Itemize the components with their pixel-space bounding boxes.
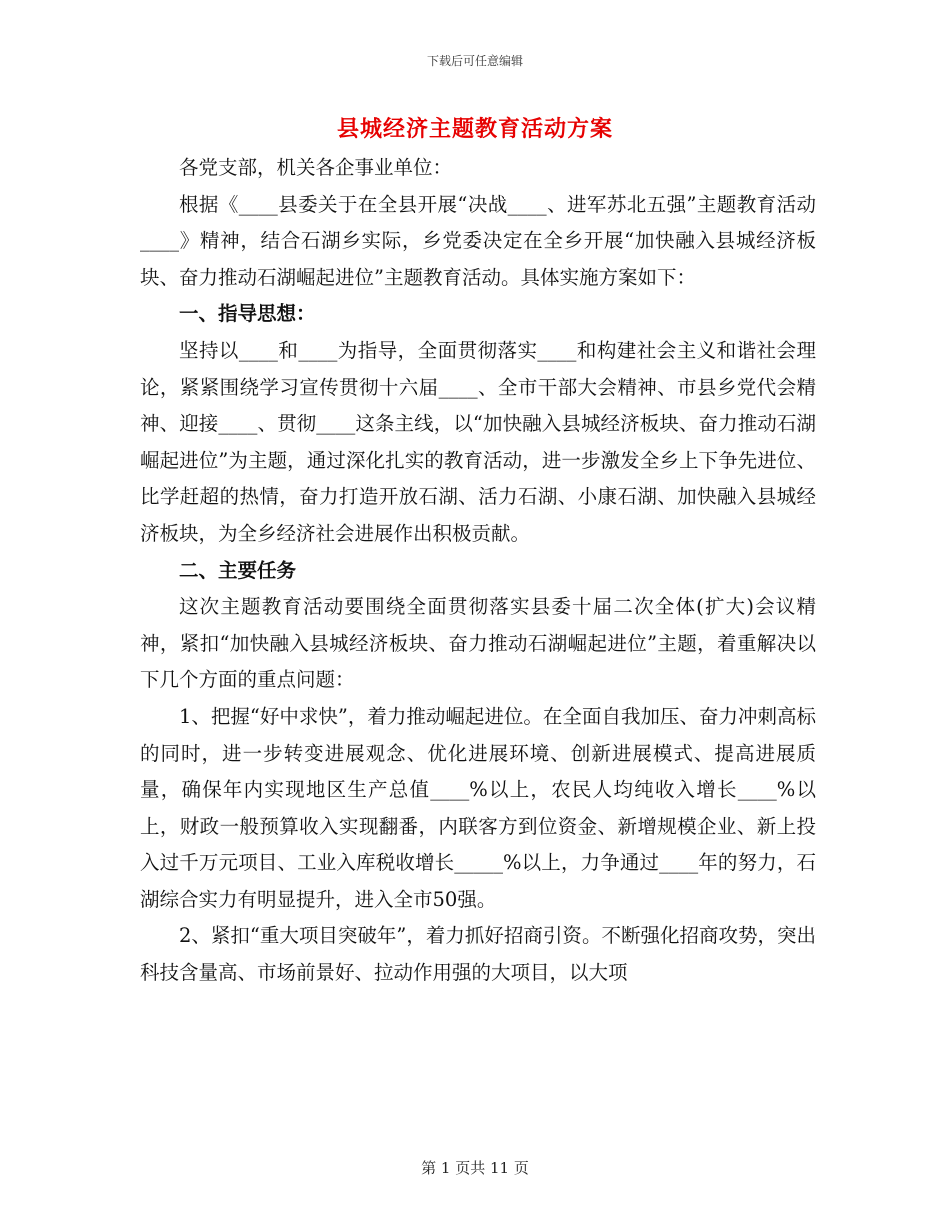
section-body-guiding-ideology: 坚持以____和____为指导，全面贯彻落实____和构建社会主义和谐社会理论，紧紧围绕学习宣传贯彻十六届____、全市干部大会精神、市县乡党代会精神、迎接____、贯彻____这条主线，以“加快融入县城经济板块、奋力推动石湖崛起进位”为主题，通过深化扎实的教育活动，进一步激发全乡上下争先进位、比学赶超的热情，奋力打造开放石湖、活力石湖、小康石湖、加快融入县城经济板块，为全乡经济社会进展作出积极贡献。 — [140, 338, 816, 545]
document-title: 县城经济主题教育活动方案 — [336, 116, 613, 142]
page-header-note: 下载后可任意编辑 — [426, 54, 523, 68]
intro-paragraph: 根据《____县委关于在全县开展“决战____、进军苏北五强”主题教育活动____》精神，结合石湖乡实际，乡党委决定在全乡开展“加快融入县城经济板块、奋力推动石湖崛起进位”主题教育活动。具体实施方案如下： — [140, 192, 816, 289]
page-footer-number: 第 1 页共 11 页 — [421, 1159, 529, 1177]
document-body — [140, 150, 816, 992]
section-intro-main-tasks: 这次主题教育活动要围绕全面贯彻落实县委十届二次全体(扩大)会议精神，紧扣“加快融入县城经济板块、奋力推动石湖崛起进位”主题，着重解决以下几个方面的重点问题： — [140, 595, 816, 692]
section-heading-guiding-ideology: 一、指导思想： — [179, 302, 316, 326]
section-heading-main-tasks: 二、主要任务 — [179, 558, 297, 582]
task-item-2: 2、紧扣“重大项目突破年”，着力抓好招商引资。不断强化招商攻势，突出科技含量高、市场前景好、拉动作用强的大项目，以大项 — [140, 924, 816, 985]
task-item-1: 1、把握“好中求快”，着力推动崛起进位。在全面自我加压、奋力冲刺高标的同时，进一步转变进展观念、优化进展环境、创新进展模式、提高进展质量，确保年内实现地区生产总值____%以上，农民人均纯收入增长____%以上，财政一般预算收入实现翻番，内联客方到位资金、新增规模企业、新上投入过千万元项目、工业入库税收增长_____%以上，力争通过____年的努力，石湖综合实力有明显提升，进入全市50强。 — [140, 704, 816, 911]
salutation: 各党支部，机关各企事业单位： — [179, 156, 453, 179]
